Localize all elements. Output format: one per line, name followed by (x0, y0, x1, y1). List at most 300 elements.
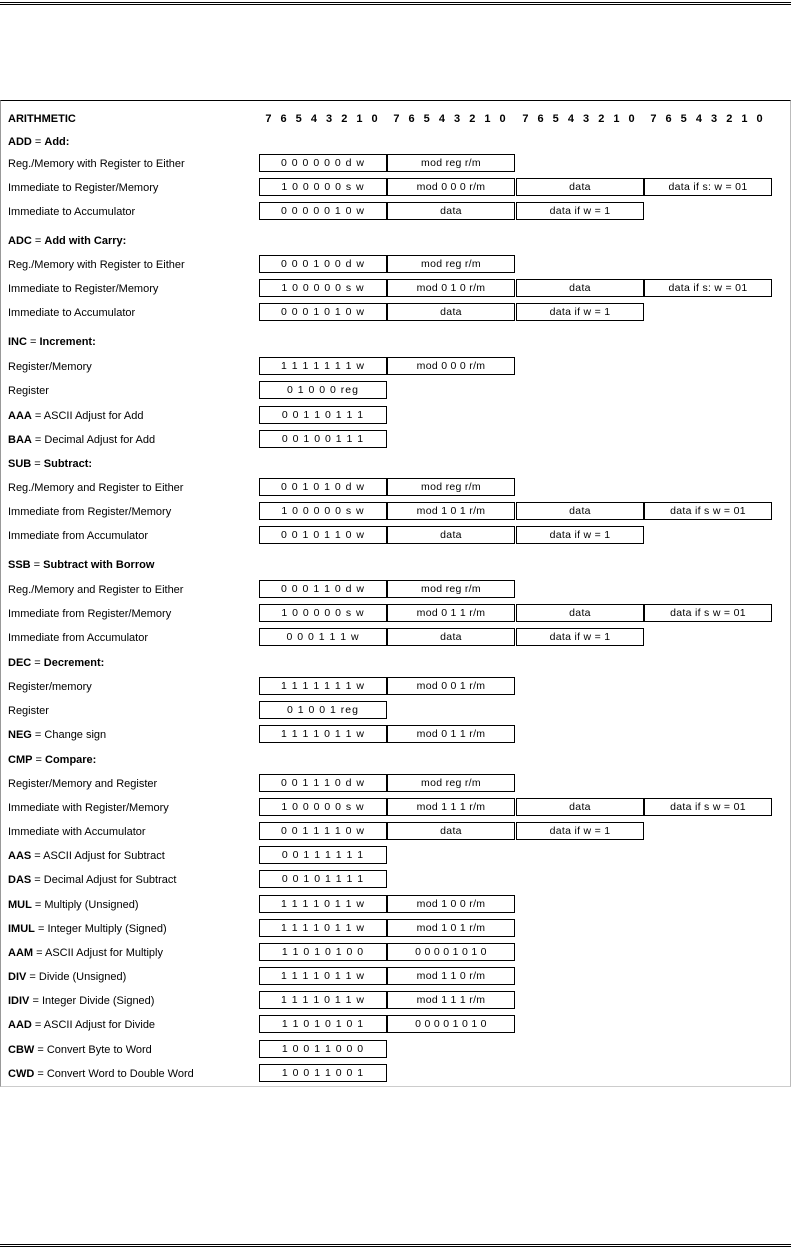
instruction-row (1, 178, 790, 198)
encoding-text: 1 1 1 1 1 1 1 w (281, 680, 365, 692)
instruction-row (1, 154, 790, 174)
equals-sign: = (32, 754, 45, 766)
mnemonic: ADD (8, 136, 32, 148)
encoding-cell-byte3 (516, 526, 644, 544)
section-name: Subtract with Borrow (43, 559, 155, 571)
encoding-cell-byte1 (259, 943, 387, 961)
instruction-row (1, 1015, 790, 1035)
instruction-row (1, 1064, 790, 1084)
instruction-label (8, 923, 167, 935)
encoding-text: mod 1 1 1 r/m (416, 994, 486, 1006)
mnemonic: AAM (8, 947, 34, 959)
equals-sign: = (31, 874, 44, 886)
encoding-text: mod reg r/m (421, 583, 481, 595)
equals-sign: = (31, 458, 44, 470)
encoding-cell-byte1 (259, 303, 387, 321)
encoding-cell-byte2 (387, 991, 515, 1009)
instruction-row (1, 279, 790, 299)
encoding-text: 0 0 0 1 1 1 w (286, 631, 360, 643)
arithmetic-opcode-table (0, 100, 791, 1087)
section-name: Add: (44, 136, 70, 148)
section-heading (8, 336, 96, 348)
encoding-cell-byte1 (259, 1040, 387, 1058)
instruction-row (1, 870, 790, 890)
section-heading (8, 235, 126, 247)
encoding-text: 0 0 0 1 0 0 d w (281, 258, 365, 270)
instruction-row (1, 357, 790, 377)
encoding-cell-byte1 (259, 774, 387, 792)
instruction-label (8, 705, 49, 717)
description: Register (8, 705, 49, 717)
instruction-label (8, 385, 49, 397)
instruction-label (8, 947, 163, 959)
mnemonic: AAA (8, 410, 32, 422)
description: Immediate from Register/Memory (8, 608, 172, 620)
section-heading (8, 754, 96, 766)
equals-sign: = (26, 971, 39, 983)
encoding-cell-byte2 (387, 725, 515, 743)
instruction-row (1, 604, 790, 624)
section-heading (8, 136, 69, 148)
table-title: ARITHMETIC (8, 113, 76, 125)
encoding-cell-byte1 (259, 1015, 387, 1033)
encoding-cell-byte3 (516, 202, 644, 220)
instruction-row (1, 798, 790, 818)
encoding-cell-byte2 (387, 919, 515, 937)
instruction-label (8, 361, 92, 373)
instruction-row (1, 202, 790, 222)
encoding-cell-byte1 (259, 846, 387, 864)
mnemonic: BAA (8, 434, 32, 446)
equals-sign: = (31, 434, 45, 446)
encoding-text: 0 1 0 0 1 reg (287, 704, 359, 716)
instruction-row (1, 430, 790, 450)
encoding-text: 0 0 1 0 0 1 1 1 (281, 433, 365, 445)
section-name: Subtract: (43, 458, 93, 470)
description: Register/Memory and Register (8, 778, 158, 790)
encoding-text: data if w = 1 (549, 529, 611, 541)
equals-sign: = (31, 657, 44, 669)
instruction-label (8, 778, 157, 790)
section-name: Add with Carry: (44, 235, 127, 247)
encoding-cell-byte2 (387, 178, 515, 196)
encoding-cell-byte1 (259, 967, 387, 985)
encoding-cell-byte3 (516, 303, 644, 321)
instruction-label (8, 899, 139, 911)
encoding-cell-byte1 (259, 604, 387, 622)
mnemonic: SSB (8, 559, 31, 571)
encoding-cell-byte2 (387, 154, 515, 172)
mnemonic: INC (8, 336, 27, 348)
encoding-text: 1 0 0 0 0 0 s w (281, 181, 365, 193)
encoding-text: mod 1 1 0 r/m (416, 970, 486, 982)
encoding-cell-byte1 (259, 919, 387, 937)
instruction-row (1, 526, 790, 546)
instruction-label (8, 182, 158, 194)
encoding-cell-byte1 (259, 357, 387, 375)
mnemonic: SUB (8, 458, 32, 470)
instruction-row (1, 580, 790, 600)
encoding-text: 0 0 0 0 0 1 0 w (281, 205, 365, 217)
encoding-cell-byte1 (259, 526, 387, 544)
encoding-cell-byte3 (516, 604, 644, 622)
equals-sign: = (26, 336, 40, 348)
mnemonic: AAS (8, 850, 32, 862)
encoding-cell-byte1 (259, 502, 387, 520)
instruction-label (8, 410, 143, 422)
description: Reg./Memory with Register to Either (8, 259, 185, 271)
encoding-text: data if w = 1 (549, 825, 611, 837)
encoding-cell-byte1 (259, 991, 387, 1009)
encoding-cell-byte2 (387, 895, 515, 913)
instruction-row (1, 1040, 790, 1060)
instruction-row (1, 725, 790, 745)
encoding-text: mod 0 0 1 r/m (416, 680, 486, 692)
encoding-cell-byte1 (259, 279, 387, 297)
instruction-row (1, 943, 790, 963)
description: Decimal Adjust for Subtract (43, 874, 177, 886)
description: Immediate to Accumulator (8, 307, 136, 319)
mnemonic: DAS (8, 874, 32, 886)
encoding-cell-byte2 (387, 255, 515, 273)
encoding-text: 0 0 1 1 1 0 d w (281, 777, 365, 789)
section-heading (8, 657, 104, 669)
encoding-cell-byte2 (387, 798, 515, 816)
instruction-row (1, 774, 790, 794)
instruction-row (1, 701, 790, 721)
encoding-cell-byte3 (516, 279, 644, 297)
encoding-text: 0 0 0 1 1 0 d w (281, 583, 365, 595)
encoding-text: 1 1 1 1 0 1 1 w (281, 922, 365, 934)
encoding-text: data if w = 1 (549, 306, 611, 318)
encoding-text: mod 1 0 0 r/m (416, 898, 486, 910)
description: Immediate to Register/Memory (8, 283, 159, 295)
mnemonic: AAD (8, 1019, 32, 1031)
instruction-row (1, 478, 790, 498)
encoding-cell-byte1 (259, 822, 387, 840)
description: ASCII Adjust for Divide (43, 1019, 156, 1031)
instruction-label (8, 206, 135, 218)
encoding-text: data if w = 1 (549, 205, 611, 217)
instruction-row (1, 919, 790, 939)
description: Decimal Adjust for Add (44, 434, 156, 446)
encoding-cell-byte1 (259, 430, 387, 448)
encoding-text: 1 1 1 1 0 1 1 w (281, 994, 365, 1006)
description: Reg./Memory with Register to Either (8, 158, 185, 170)
instruction-row (1, 846, 790, 866)
encoding-cell-byte2 (387, 774, 515, 792)
encoding-text: data (569, 607, 591, 619)
encoding-text: data (440, 306, 462, 318)
encoding-text: data (569, 801, 591, 813)
instruction-label (8, 681, 92, 693)
encoding-text: mod reg r/m (421, 481, 481, 493)
encoding-text: 1 0 0 0 0 0 s w (281, 505, 365, 517)
encoding-text: data (440, 205, 462, 217)
instruction-row (1, 967, 790, 987)
encoding-cell-byte2 (387, 604, 515, 622)
encoding-cell-byte1 (259, 406, 387, 424)
encoding-text: 1 0 0 0 0 0 s w (281, 282, 365, 294)
instruction-label (8, 506, 171, 518)
equals-sign: = (34, 923, 48, 935)
equals-sign: = (34, 1068, 47, 1080)
description: Multiply (Unsigned) (44, 899, 139, 911)
encoding-cell-byte2 (387, 478, 515, 496)
encoding-cell-byte3 (516, 822, 644, 840)
encoding-text: mod 0 1 1 r/m (416, 728, 486, 740)
encoding-cell-byte1 (259, 478, 387, 496)
encoding-text: mod 0 0 0 r/m (416, 360, 486, 372)
instruction-label (8, 584, 183, 596)
instruction-label (8, 826, 146, 838)
encoding-cell-byte3 (516, 798, 644, 816)
encoding-text: data (440, 825, 462, 837)
description: Convert Byte to Word (46, 1044, 152, 1056)
equals-sign: = (31, 410, 44, 422)
instruction-label (8, 158, 185, 170)
encoding-text: 1 0 0 1 1 0 0 0 (281, 1043, 365, 1055)
encoding-text: 0 0 1 1 1 1 1 1 (281, 849, 365, 861)
encoding-cell-byte2 (387, 1015, 515, 1033)
mnemonic: CMP (8, 754, 33, 766)
mnemonic: MUL (8, 899, 32, 911)
description: ASCII Adjust for Multiply (45, 947, 163, 959)
description: Immediate to Register/Memory (8, 182, 159, 194)
description: Reg./Memory and Register to Either (8, 584, 184, 596)
mnemonic: DIV (8, 971, 27, 983)
instruction-label (8, 283, 158, 295)
instruction-row (1, 406, 790, 426)
instruction-label (8, 482, 183, 494)
description: Register/Memory (8, 361, 92, 373)
encoding-text: 0 0 0 0 1 0 1 0 (415, 946, 487, 958)
encoding-text: mod reg r/m (421, 157, 481, 169)
encoding-text: 1 0 0 0 0 0 s w (281, 801, 365, 813)
bit-header-byte1: 7 6 5 4 3 2 1 0 (265, 113, 381, 125)
mnemonic: DEC (8, 657, 32, 669)
equals-sign: = (34, 1044, 47, 1056)
description: Immediate from Accumulator (8, 530, 148, 542)
encoding-text: 1 1 0 1 0 1 0 0 (281, 946, 365, 958)
encoding-text: mod reg r/m (421, 777, 481, 789)
encoding-cell-byte2 (387, 967, 515, 985)
mnemonic: ADC (8, 235, 32, 247)
mnemonic: IDIV (8, 995, 30, 1007)
encoding-text: data (569, 282, 591, 294)
encoding-text: 0 0 1 0 1 1 1 1 (281, 873, 365, 885)
encoding-text: 1 1 1 1 0 1 1 w (281, 898, 365, 910)
encoding-text: 0 0 1 0 1 1 0 w (281, 529, 365, 541)
description: Integer Divide (Signed) (41, 995, 155, 1007)
instruction-label (8, 1068, 194, 1080)
description: Reg./Memory and Register to Either (8, 482, 184, 494)
encoding-cell-byte2 (387, 357, 515, 375)
encoding-text: 1 0 0 1 1 0 0 1 (281, 1067, 365, 1079)
encoding-cell-byte1 (259, 677, 387, 695)
mnemonic: CBW (8, 1044, 35, 1056)
instruction-label (8, 729, 106, 741)
instruction-row (1, 677, 790, 697)
encoding-text: data (440, 529, 462, 541)
equals-sign: = (31, 235, 45, 247)
equals-sign: = (33, 947, 45, 959)
encoding-cell-byte4 (644, 178, 772, 196)
encoding-cell-byte1 (259, 154, 387, 172)
instruction-row (1, 381, 790, 401)
encoding-cell-byte2 (387, 502, 515, 520)
top-rule (0, 2, 791, 5)
encoding-text: mod reg r/m (421, 258, 481, 270)
encoding-text: data (569, 181, 591, 193)
instruction-label (8, 995, 154, 1007)
section-name: Decrement: (43, 657, 105, 669)
instruction-label (8, 307, 135, 319)
encoding-cell-byte2 (387, 279, 515, 297)
mnemonic: IMUL (8, 923, 35, 935)
encoding-cell-byte1 (259, 202, 387, 220)
encoding-cell-byte1 (259, 1064, 387, 1082)
encoding-text: 1 0 0 0 0 0 s w (281, 607, 365, 619)
description: Immediate with Register/Memory (8, 802, 169, 814)
encoding-cell-byte2 (387, 677, 515, 695)
instruction-label (8, 971, 126, 983)
instruction-row (1, 822, 790, 842)
encoding-text: 1 1 1 1 0 1 1 w (281, 970, 365, 982)
description: Divide (Unsigned) (38, 971, 127, 983)
encoding-cell-byte1 (259, 701, 387, 719)
instruction-label (8, 1044, 152, 1056)
mnemonic: NEG (8, 729, 32, 741)
encoding-cell-byte1 (259, 628, 387, 646)
description: ASCII Adjust for Subtract (43, 850, 165, 862)
section-name: Increment: (39, 336, 96, 348)
instruction-row (1, 991, 790, 1011)
encoding-text: 0 0 0 0 1 0 1 0 (415, 1018, 487, 1030)
encoding-cell-byte4 (644, 502, 772, 520)
equals-sign: = (30, 559, 44, 571)
instruction-label (8, 632, 148, 644)
encoding-cell-byte1 (259, 725, 387, 743)
description: Immediate with Accumulator (8, 826, 146, 838)
encoding-cell-byte1 (259, 255, 387, 273)
instruction-label (8, 434, 155, 446)
instruction-row (1, 628, 790, 648)
encoding-text: 1 1 1 1 0 1 1 w (281, 728, 365, 740)
encoding-text: data (440, 631, 462, 643)
equals-sign: = (31, 136, 45, 148)
encoding-text: mod 0 1 0 r/m (416, 282, 486, 294)
encoding-text: data if s w = 01 (670, 801, 746, 813)
description: Immediate to Accumulator (8, 206, 136, 218)
encoding-text: data if s w = 01 (670, 505, 746, 517)
encoding-text: 0 0 1 1 0 1 1 1 (281, 409, 365, 421)
encoding-cell-byte2 (387, 943, 515, 961)
instruction-label (8, 874, 176, 886)
encoding-cell-byte1 (259, 895, 387, 913)
encoding-text: data if w = 1 (549, 631, 611, 643)
encoding-cell-byte3 (516, 628, 644, 646)
equals-sign: = (31, 1019, 44, 1031)
instruction-label (8, 850, 165, 862)
mnemonic: CWD (8, 1068, 35, 1080)
section-heading (8, 458, 92, 470)
encoding-text: mod 0 0 0 r/m (416, 181, 486, 193)
bit-header-byte4: 7 6 5 4 3 2 1 0 (650, 113, 766, 125)
bit-header-byte2: 7 6 5 4 3 2 1 0 (393, 113, 509, 125)
description: Change sign (44, 729, 107, 741)
encoding-cell-byte1 (259, 381, 387, 399)
instruction-label (8, 530, 148, 542)
encoding-text: data if s: w = 01 (668, 181, 748, 193)
encoding-cell-byte2 (387, 303, 515, 321)
bit-header-byte3: 7 6 5 4 3 2 1 0 (522, 113, 638, 125)
encoding-cell-byte2 (387, 628, 515, 646)
instruction-label (8, 259, 185, 271)
equals-sign: = (29, 995, 42, 1007)
instruction-row (1, 895, 790, 915)
equals-sign: = (31, 850, 44, 862)
bottom-rule (0, 1244, 791, 1247)
encoding-cell-byte4 (644, 604, 772, 622)
description: Register (8, 385, 49, 397)
encoding-text: mod 1 0 1 r/m (416, 505, 486, 517)
encoding-cell-byte3 (516, 178, 644, 196)
encoding-text: 0 0 1 1 1 1 0 w (281, 825, 365, 837)
encoding-text: data if s w = 01 (670, 607, 746, 619)
description: Immediate from Accumulator (8, 632, 148, 644)
encoding-cell-byte1 (259, 798, 387, 816)
description: Convert Word to Double Word (46, 1068, 194, 1080)
encoding-cell-byte2 (387, 822, 515, 840)
encoding-text: 0 0 0 1 0 1 0 w (281, 306, 365, 318)
encoding-cell-byte2 (387, 202, 515, 220)
description: Register/memory (8, 681, 92, 693)
equals-sign: = (31, 899, 45, 911)
encoding-text: data (569, 505, 591, 517)
description: Immediate from Register/Memory (8, 506, 172, 518)
encoding-cell-byte4 (644, 798, 772, 816)
instruction-row (1, 502, 790, 522)
encoding-text: mod 0 1 1 r/m (416, 607, 486, 619)
encoding-cell-byte1 (259, 178, 387, 196)
encoding-cell-byte3 (516, 502, 644, 520)
description: Integer Multiply (Signed) (47, 923, 167, 935)
encoding-cell-byte4 (644, 279, 772, 297)
equals-sign: = (31, 729, 45, 741)
encoding-text: 1 1 0 1 0 1 0 1 (281, 1018, 365, 1030)
encoding-text: mod 1 1 1 r/m (416, 801, 486, 813)
description: ASCII Adjust for Add (43, 410, 144, 422)
instruction-row (1, 303, 790, 323)
instruction-label (8, 802, 169, 814)
encoding-text: 1 1 1 1 1 1 1 w (281, 360, 365, 372)
encoding-text: 0 0 1 0 1 0 d w (281, 481, 365, 493)
encoding-text: 0 1 0 0 0 reg (287, 384, 359, 396)
encoding-text: data if s: w = 01 (668, 282, 748, 294)
instruction-label (8, 1019, 155, 1031)
encoding-text: mod 1 0 1 r/m (416, 922, 486, 934)
encoding-cell-byte2 (387, 580, 515, 598)
section-heading (8, 559, 154, 571)
encoding-cell-byte1 (259, 870, 387, 888)
encoding-cell-byte2 (387, 526, 515, 544)
section-name: Compare: (45, 754, 97, 766)
encoding-cell-byte1 (259, 580, 387, 598)
instruction-label (8, 608, 171, 620)
instruction-row (1, 255, 790, 275)
encoding-text: 0 0 0 0 0 0 d w (281, 157, 365, 169)
